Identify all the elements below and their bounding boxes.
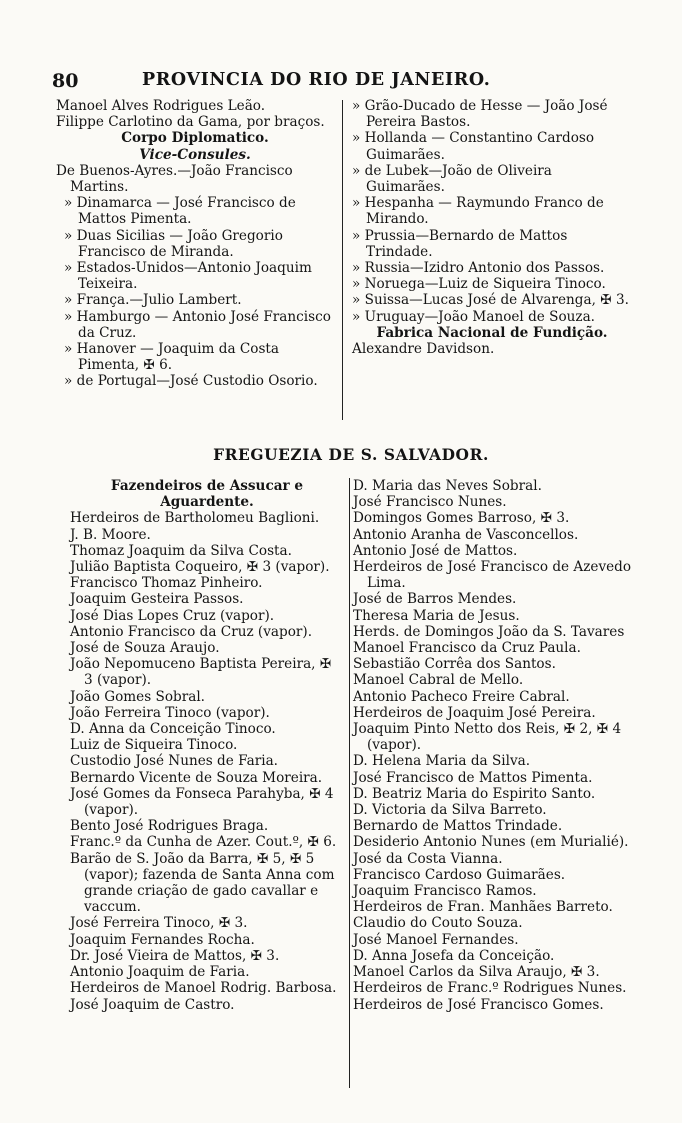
list-item: Herds. de Domingos João da S. Tavares [353, 623, 625, 640]
list-item: Antonio Francisco da Cruz (vapor). [70, 623, 313, 640]
list-item: D. Maria das Neves Sobral. [353, 478, 542, 494]
list-item: Herdeiros de Joaquim José Pereira. [353, 704, 596, 721]
list-item: Dr. José Vieira de Mattos, ✠ 3. [70, 947, 280, 964]
list-item: » Uruguay—João Manoel de Souza. [352, 308, 596, 325]
list-item: José Francisco Nunes. [353, 494, 507, 511]
list-item: José Manoel Fernandes. [353, 931, 519, 948]
list-item: Bernardo Vicente de Souza Moreira. [70, 769, 323, 786]
list-item: D. Victoria da Silva Barreto. [353, 802, 547, 819]
list-item: Antonio Joaquim de Faria. [70, 964, 250, 981]
list-item: » Russia—Izidro Antonio dos Passos. [352, 260, 605, 277]
list-item: » Duas Sicilias — João Gregorio Francisco de Miranda. [64, 227, 283, 260]
list-item: Filippe Carlotino da Gama, por braços. [56, 114, 325, 131]
list-item: José Joaquim de Castro. [70, 996, 235, 1013]
list-item: » Grão-Ducado de Hesse — João José Pereira Bastos. [352, 98, 608, 131]
column-divider [349, 478, 350, 1088]
list-item: » Noruega—Luiz de Siqueira Tinoco. [352, 276, 606, 293]
list-item: Joaquim Francisco Ramos. [353, 883, 537, 900]
list-item: Claudio do Couto Souza. [353, 915, 523, 932]
list-item: Bernardo de Mattos Trindade. [353, 818, 563, 835]
section-heading: Fabrica Nacional de Fundição. [376, 324, 608, 341]
list-item: José Dias Lopes Cruz (vapor). [70, 607, 275, 624]
list-item: De Buenos-Ayres.—João Francisco Martins. [56, 162, 293, 196]
vice-consuls-column [352, 98, 632, 357]
list-item: » Hanover — Joaquim da Costa Pimenta, ✠ 6. [64, 341, 280, 374]
list-item: Francisco Cardoso Guimarães. [353, 866, 566, 883]
list-item: D. Anna da Conceição Tinoco. [70, 721, 276, 738]
list-item: José Gomes da Fonseca Parahyba, ✠ 4 (vapor). [70, 785, 334, 819]
column-divider [342, 100, 343, 420]
list-item: Sebastião Corrêa dos Santos. [353, 656, 556, 673]
list-item: D. Beatriz Maria do Espirito Santo. [353, 785, 596, 802]
list-item: João Ferreira Tinoco (vapor). [70, 704, 270, 721]
page-number: 80 [52, 70, 79, 92]
section-heading: Corpo Diplomatico. [121, 130, 269, 147]
list-item: » Hollanda — Constantino Cardoso Guimarães. [352, 130, 595, 163]
list-item: João Nepomuceno Baptista Pereira, ✠ 3 (vapor). [70, 656, 332, 689]
list-item: » Dinamarca — José Francisco de Mattos Pimenta. [64, 195, 296, 228]
list-item: Antonio Pacheco Freire Cabral. [353, 688, 570, 705]
list-item: Herdeiros de Bartholomeu Baglioni. [70, 510, 320, 527]
list-item: » de Portugal—José Custodio Osorio. [64, 373, 318, 390]
list-item: Antonio José de Mattos. [353, 542, 518, 559]
list-item: José de Souza Araujo. [70, 640, 220, 657]
list-item: J. B. Moore. [70, 526, 151, 543]
list-item: Bento José Rodrigues Braga. [70, 818, 269, 835]
list-item: » Hespanha — Raymundo Franco de Mirando. [352, 195, 604, 228]
list-item: Herdeiros de Manoel Rodrig. Barbosa. [70, 980, 337, 997]
list-item: Thomaz Joaquim da Silva Costa. [70, 542, 292, 559]
list-item: Theresa Maria de Jesus. [353, 607, 520, 624]
list-item: Francisco Thomaz Pinheiro. [70, 575, 263, 592]
list-item: D. Anna Josefa da Conceição. [353, 947, 555, 964]
list-item: José de Barros Mendes. [353, 591, 517, 608]
list-item: José da Costa Vianna. [353, 850, 503, 867]
farmers-column-right [353, 478, 637, 1013]
list-item: Domingos Gomes Barroso, ✠ 3. [353, 510, 570, 527]
list-item: Manoel Cabral de Mello. [353, 672, 524, 689]
parish-title: FREGUEZIA DE S. SALVADOR. [213, 446, 489, 464]
list-item: Alexandre Davidson. [352, 341, 495, 358]
list-item: Barão de S. João da Barra, ✠ 5, ✠ 5 (vapor); fazenda de Santa Anna com grande criação de gado cavallar e vaccum. [70, 850, 335, 916]
running-title: PROVINCIA DO RIO DE JANEIRO. [142, 70, 491, 90]
diplomatic-column [56, 98, 334, 390]
list-item: Herdeiros de José Francisco de Azevedo Lima. [353, 559, 632, 592]
list-item: » Hamburgo — Antonio José Francisco da Cruz. [64, 308, 331, 341]
page-header [52, 70, 622, 94]
list-item: José Francisco de Mattos Pimenta. [353, 769, 593, 786]
list-item: Custodio José Nunes de Faria. [70, 753, 279, 770]
list-item: Franc.º da Cunha de Azer. Cout.º, ✠ 6. [70, 834, 337, 851]
list-item: Joaquim Fernandes Rocha. [70, 931, 255, 948]
list-item: João Gomes Sobral. [70, 688, 205, 705]
list-item: Manoel Carlos da Silva Araujo, ✠ 3. [353, 964, 600, 981]
list-item: Manoel Alves Rodrigues Leão. [56, 98, 266, 114]
section-heading: Fazendeiros de Assucar e Aguardente. [110, 478, 304, 511]
list-item: Manoel Francisco da Cruz Paula. [353, 640, 581, 657]
list-item: Joaquim Pinto Netto dos Reis, ✠ 2, ✠ 4 (vapor). [353, 721, 622, 754]
list-item: » Estados-Unidos—Antonio Joaquim Teixeira. [64, 260, 312, 293]
list-item: » Suissa—Lucas José de Alvarenga, ✠ 3. [352, 292, 629, 309]
list-item: Julião Baptista Coqueiro, ✠ 3 (vapor). [70, 559, 330, 576]
list-item: » França.—Julio Lambert. [64, 292, 242, 309]
list-item: José Ferreira Tinoco, ✠ 3. [70, 915, 248, 932]
list-item: Luiz de Siqueira Tinoco. [70, 737, 238, 754]
list-item: Herdeiros de José Francisco Gomes. [353, 996, 604, 1013]
section-subheading: Vice-Consules. [139, 146, 251, 163]
list-item: Joaquim Gesteira Passos. [70, 591, 244, 608]
list-item: Herdeiros de Fran. Manhães Barreto. [353, 899, 613, 916]
list-item: » Prussia—Bernardo de Mattos Trindade. [352, 227, 568, 260]
list-item: Desiderio Antonio Nunes (em Murialié). [353, 834, 629, 851]
farmers-column-left [70, 478, 344, 1013]
list-item: Antonio Aranha de Vasconcellos. [353, 526, 579, 543]
list-item: » de Lubek—João de Oliveira Guimarães. [352, 162, 552, 196]
list-item: D. Helena Maria da Silva. [353, 753, 531, 770]
list-item: Herdeiros de Franc.º Rodrigues Nunes. [353, 980, 627, 997]
